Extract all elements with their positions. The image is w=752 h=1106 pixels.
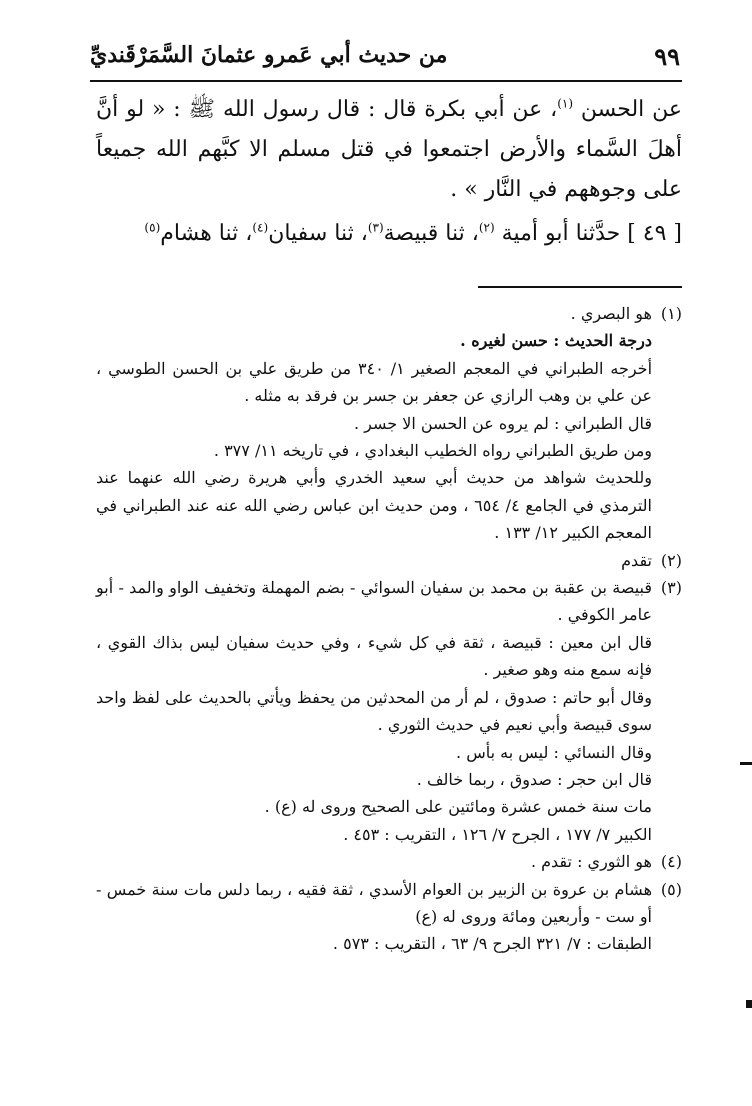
- main-text: [96, 90, 682, 254]
- footnote-5: [96, 876, 682, 958]
- footnote-text: قال ابن معين : قبيصة ، ثقة في كل شيء ، وفي حديث سفيان ليس بذاك القوي ، فإنه سمع منه وهو صغير .: [96, 632, 652, 680]
- scan-edge-mark: [746, 1000, 752, 1008]
- page-header: [90, 40, 680, 76]
- footnotes: [96, 300, 682, 958]
- main-text-run: عن الحسن: [573, 97, 682, 122]
- running-title: من حديث أبي عَمرو عثمانَ السَّمَرْقَنديِّ: [90, 42, 448, 68]
- footnote-text: ومن طريق الطبراني رواه الخطيب البغدادي ، في تاريخه ١١/ ٣٧٧ .: [213, 441, 652, 461]
- main-text-run: ، ثنا قبيصة: [383, 221, 479, 246]
- header-rule: [90, 80, 682, 82]
- footnote-number: (٥): [660, 879, 682, 899]
- main-text-run: [ ٤٩ ] حدَّثنا أبو أمية: [494, 221, 682, 246]
- footnote-number: (٤): [660, 852, 682, 872]
- footnote-text: تقدم: [621, 550, 652, 570]
- footnote-text: قبيصة بن عقبة بن محمد بن سفيان السوائي - بضم المهملة وتخفيف الواو والمد - أبو عامر الكوفي .: [96, 578, 652, 625]
- footnote-2: [96, 547, 682, 574]
- footnote-text: أخرجه الطبراني في المعجم الصغير ١/ ٣٤٠ من طريق علي بن الحسن الطوسي ، عن علي بن وهب الرازي عن جعفر بن جسر بن فرقد به مثله .: [96, 358, 653, 406]
- footnote-text: قال الطبراني : لم يروه عن الحسن الا جسر .: [353, 413, 652, 433]
- footnote-ref-2: (٢): [478, 220, 495, 235]
- footnote-text: هشام بن عروة بن الزبير بن العوام الأسدي ، ثقة فقيه ، ربما دلس مات سنة خمس - أو ست - وأربعين ومائة وروى له (ع): [96, 879, 652, 926]
- footnote-text: قال ابن حجر : صدوق ، ربما خالف .: [416, 769, 652, 789]
- footnote-number: (٢): [660, 550, 682, 570]
- footnote-text: الطبقات : ٧/ ٣٢١ الجرح ٩/ ٦٣ ، التقريب : ٥٧٣ .: [332, 934, 652, 954]
- page-number: ٩٩: [654, 42, 680, 71]
- footnote-text: هو البصري .: [570, 304, 652, 323]
- footnote-4: [96, 848, 682, 875]
- scan-edge-mark: [740, 762, 752, 765]
- footnote-number: (٣): [660, 578, 682, 598]
- footnote-3: [96, 574, 682, 848]
- main-text-run: ، ثنا هشام: [160, 221, 253, 246]
- footnote-1: [96, 300, 682, 547]
- hadith-49-isnad: [96, 214, 682, 254]
- footnote-number: (١): [660, 304, 682, 323]
- footnote-text: هو الثوري : تقدم .: [530, 852, 652, 872]
- footnote-text: الكبير ٧/ ١٧٧ ، الجرح ٧/ ١٢٦ ، التقريب : ٤٥٣ .: [343, 824, 652, 844]
- footnote-separator: [478, 286, 682, 288]
- footnote-text: وقال النسائي : ليس به بأس .: [456, 742, 652, 762]
- hadith-continuation: [96, 90, 682, 210]
- footnote-text: وللحديث شواهد من حديث أبي سعيد الخدري وأبي هريرة رضي الله عنهما عند الترمذي في الجامع ٤/ ٦٥٤ ، ومن حديث ابن عباس رضي الله عنه عند الطبراني في المعجم الكبير ١٢/ ١٣٣ .: [96, 468, 652, 543]
- footnote-text: مات سنة خمس عشرة ومائتين على الصحيح وروى له (ع) .: [264, 797, 652, 817]
- footnote-ref-1: (١): [557, 96, 574, 111]
- footnote-text: وقال أبو حاتم : صدوق ، لم أر من المحدثين من يحفظ ويأتي بالحديث على لفظ واحد سوى قبيصة وأبي نعيم في حديث الثوري .: [96, 687, 652, 735]
- hadith-grade: درجة الحديث : حسن لغيره .: [460, 331, 652, 351]
- footnote-ref-4: (٤): [252, 220, 269, 235]
- main-text-run: ، عن أبي بكرة قال : قال رسول الله ﷺ : « لو أنَّ أهلَ السَّماء والأرض اجتمعوا في قتل مسلم الا كبَّهم الله جميعاً على وجوههم في النَّار » .: [96, 97, 682, 202]
- main-text-run: ، ثنا سفيان: [268, 221, 368, 246]
- footnote-ref-5: (٥): [144, 220, 161, 235]
- footnote-ref-3: (٣): [367, 220, 384, 235]
